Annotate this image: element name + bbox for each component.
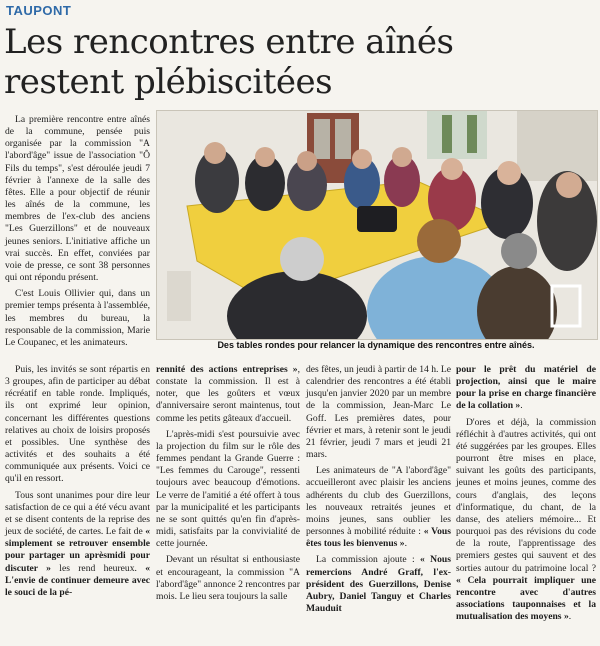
text-run: . bbox=[568, 611, 572, 623]
article-column-4 bbox=[306, 364, 451, 619]
paragraph: Puis, les invités se sont répartis en 3 groupes, afin de participer au débat récréatif en table ronde. Impliqués, ils ont exprimé leur opinion, concernant les différentes questions relatives au choix de loisirs proposés et possibles. Une synthèse des activités et des souhaits a été communiquée aux présents. Voici ce qu'il en ressort. bbox=[5, 364, 150, 485]
paragraph: C'est Louis Ollivier qui, dans un premier temps présenta à l'assemblée, les membres du bureau, la responsable de la commission, Marie Le Coupanec, et les animateurs. bbox=[5, 288, 150, 348]
paragraph bbox=[156, 364, 300, 425]
quote: rennité des actions entreprises » bbox=[156, 364, 298, 375]
article-column-5 bbox=[456, 364, 596, 627]
article-column-2 bbox=[5, 364, 150, 603]
photo-caption: Des tables rondes pour relancer la dynamique des rencontres entre aînés. bbox=[217, 340, 535, 350]
quote: « simplement se retrouver ensemble pour partager un aprèsmidi pour discuter » bbox=[5, 526, 150, 574]
paragraph bbox=[5, 490, 150, 599]
text-run: Les animateurs de "A l'abord'âge" accueilleront avec plaisir les anciens adhérents du club des Guerzillons, les nouveaux retraités jeunes et moins jeunes, sans oublier les personnes à mobilité réduite : bbox=[306, 465, 451, 538]
article-photo bbox=[156, 110, 598, 340]
quote: pour le prêt du matériel de projection, ainsi que le maire pour la prise en charge financière de la collation » bbox=[456, 364, 596, 412]
article-headline bbox=[4, 22, 596, 102]
paragraph: La première rencontre entre aînés de la commune, pensée puis organisée par la commission "A l'abord'âge" issue de l'association "Ô Fils du temps", s'est déroulée jeudi 7 février à l'annexe de la salle des fêtes. Elle a pour objectif de réunir les aînés de la commune, les membres de l'ex-club des anciens "Les Guerzillons" et de nouveaux jeunes seniors. L'initiative affiche un vrai succès. En effet, conviées par voie de presse, ce sont 38 personnes qui ont répondu présent. bbox=[5, 114, 150, 284]
quote: « L'envie de continuer demeure avec le souci de la pé- bbox=[5, 562, 150, 598]
paragraph bbox=[456, 364, 596, 413]
quote: « Vous êtes tous les bienvenus » bbox=[306, 526, 451, 550]
paragraph: L'après-midi s'est poursuivie avec la projection du film sur le rôle des femmes pendant la Grande Guerre : "Les femmes du Carouge", ressenti toujours avec beaucoup d'émotions. Le verre de l'amitié a été offert à tous par la municipalité et les participants ne se sont quittés qu'en fin d'après-midi, satisfaits par la convivialité de cette journée. bbox=[156, 428, 300, 550]
quote: « Cela pourrait impliquer une rencontre avec d'autres associations tauponnaises et la mutualisation des moyens » bbox=[456, 574, 596, 623]
text-run: , constate la commission. Il est à noter, que les goûters et vœux d'anniversaire seront maintenus, tout comme les petits gâteaux d'accueil. bbox=[156, 364, 300, 424]
paragraph bbox=[306, 465, 451, 550]
paragraph: des fêtes, un jeudi à partir de 14 h. Le calendrier des rencontres a été établi jusqu'en janvier 2020 par un membre de la commission, Jean-Marc Le Goff. Les premières dates, pour février et mars, à retenir sont le jeudi 21 février, jeudi 7 mars et jeudi 21 mars. bbox=[306, 364, 451, 461]
text-run: Tous sont unanimes pour dire leur satisfaction de ce qui a été vécu avant et se disent contents de la reprise des jeux de société, de cartes. Le fait de bbox=[5, 489, 150, 538]
photo-illustration bbox=[157, 111, 597, 339]
section-kicker: TAUPONT bbox=[6, 3, 72, 18]
quote: « Nous remercions André Graff, l'ex-président des Guerzillons, Denise Aubry, Daniel Tanguy et Charles Mauduit bbox=[306, 554, 451, 614]
paragraph: Devant un résultat si enthousiaste et encourageant, la commission "A l'abord'âge" annonce 2 rencontres par mois. Le lieu sera toujours la salle bbox=[156, 554, 300, 602]
paragraph bbox=[306, 554, 451, 615]
article-column-1 bbox=[5, 114, 150, 353]
paragraph bbox=[456, 417, 596, 624]
text-run: . bbox=[404, 538, 408, 550]
text-run: les rend heureux. bbox=[50, 562, 146, 574]
headline-line-2: restent plébiscitées bbox=[4, 62, 333, 102]
text-run: La commission ajoute : bbox=[316, 554, 421, 566]
headline-line-1: Les rencontres entre aînés bbox=[4, 22, 454, 62]
article-column-3 bbox=[156, 364, 300, 607]
text-run: . bbox=[520, 400, 523, 412]
text-run: D'ores et déjà, la commission réfléchit à d'autres activités, qui ont été suggérées par les groupes. Elles pourront être mises en place, suivant les goûts des participants, jeunes et moins jeunes, comme des cours d'anglais, des leçons d'informatique, du chant, de la danse, des ateliers mémoire... Et pourquoi pas des révisions du code de la route, l'apprentissage des premiers gestes qui sauvent et des sorties autour du patrimoine local ? bbox=[456, 416, 596, 574]
